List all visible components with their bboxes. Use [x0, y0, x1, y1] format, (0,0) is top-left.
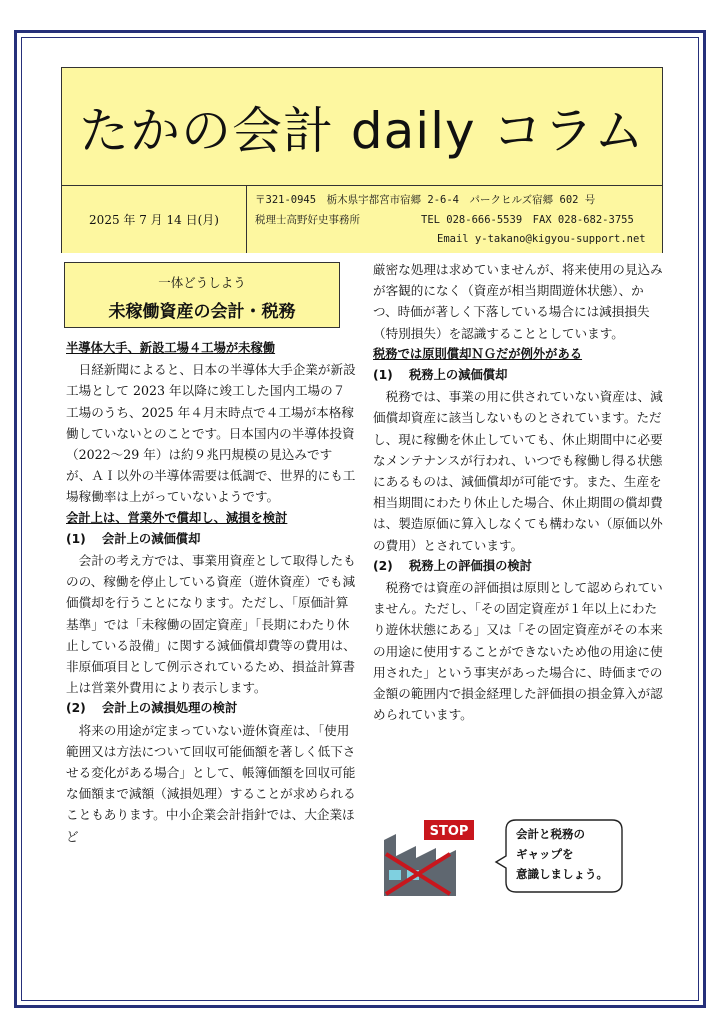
- paragraph: 税務では、事業の用に供されていない資産は、減価償却資産に該当しないものとされています。ただし、現に稼働を休止していても、休止期間中に必要なメンテナンスが行われ、いつでも稼働し得る状態にあるものは、減価償却が可能です。また、生産を相当期間にわたり休止した場合、休止期間の償却費は、製造原価に算入しなくても構わない（原価以外の費用）とされています。: [373, 389, 663, 553]
- section-heading: 半導体大手、新設工場４工場が未稼働: [66, 341, 276, 355]
- subsection-title: 会計上の減損処理の検討: [102, 701, 238, 716]
- topic-subtitle: 一体どうしよう: [158, 275, 246, 290]
- paragraph: 会計の考え方では、事業用資産として取得したものの、稼働を停止している資産（遊休資産）でも減価償却を行うことになります。ただし、「原価計算基準」では「未稼働の固定資産」「長期にわたり休止している設備」に関する減価償却費等の費用は、非原価項目として例示されているため、損益計算書上は営業外費用により表示します。: [66, 553, 356, 696]
- subsection-number: (1): [373, 368, 393, 383]
- topic-box: [64, 262, 340, 328]
- paragraph: 税務では資産の評価損は原則として認められていません。ただし、「その固定資産が１年以上にわたり遊休状態にある」又は「その固定資産がその本来の用途に使用することができないため他の用途に使用された」という事実があった場合に、時価までの金額の範囲内で損金経理した評価損の損金算入が認められています。: [373, 580, 663, 723]
- office-info: [247, 186, 662, 253]
- stop-label: STOP: [429, 824, 469, 839]
- bubble-message: [516, 824, 616, 884]
- paragraph: 将来の用途が定まっていない遊休資産は、「使用範囲又は方法について回収可能価額を著しく低下させる変化がある場合」として、帳簿価額を回収可能な価額まで減額（減損処理）することが求められることもあります。中小企業会計指針では、大企業ほど: [66, 722, 356, 844]
- office-name: 税理士高野好史事務所: [255, 214, 360, 226]
- office-email: Email y-takano@kigyou-support.net: [437, 233, 646, 245]
- subsection-number: (1): [66, 531, 86, 546]
- stopped-factory-icon: [380, 818, 480, 898]
- factory-window: [389, 870, 401, 880]
- subsection-heading: [66, 529, 356, 550]
- section-heading: 税務では原則償却ＮＧだが例外がある: [373, 346, 583, 361]
- paragraph: 日経新聞によると、日本の半導体大手企業が新設工場として 2023 年以降に竣工した国内工場の７工場のうち、2025 年４月末時点で４工場が本格稼働していないとのことです。日本国内の半導体投資（2022～29 年）は約９兆円規模の見込みですが、ＡＩ以外の半導体需要は低調で、世界的にも工場稼働率は上がっていないようです。: [66, 362, 356, 505]
- subsection-number: (2): [66, 701, 86, 716]
- office-phone-fax: TEL 028-666-5539 FAX 028-682-3755: [421, 214, 634, 226]
- section-heading: 会計上は、営業外で償却し、減損を検討: [66, 510, 288, 525]
- masthead: [61, 67, 663, 253]
- right-column: [373, 259, 663, 725]
- bubble-line: 会計と税務の: [516, 827, 585, 841]
- subsection-number: (2): [373, 558, 393, 573]
- left-column: [66, 338, 356, 847]
- topic-title: 未稼働資産の会計・税務: [108, 302, 296, 322]
- paragraph: 厳密な処理は求めていませんが、将来使用の見込みが客観的になく（資産が相当期間遊休状態）、かつ、時価が著しく下落している場合には減損損失（特別損失）を認識することとしています。: [373, 262, 663, 341]
- subsection-title: 税務上の減価償却: [409, 368, 508, 383]
- subsection-heading: [373, 365, 663, 386]
- column-title: たかの会計 daily コラム: [62, 68, 662, 186]
- office-address: 〒321-0945 栃木県宇都宮市宿郷 2-6-4 パークヒルズ宿郷 602 号: [255, 194, 596, 206]
- subsection-heading: [66, 698, 356, 719]
- issue-date: 2025 年 7 月 14 日(月): [62, 186, 247, 253]
- subsection-title: 税務上の評価損の検討: [409, 558, 532, 573]
- bubble-line: 意識しましょう。: [516, 867, 608, 881]
- subsection-heading: [373, 556, 663, 577]
- subsection-title: 会計上の減価償却: [102, 531, 201, 546]
- bubble-line: ギャップを: [516, 847, 574, 861]
